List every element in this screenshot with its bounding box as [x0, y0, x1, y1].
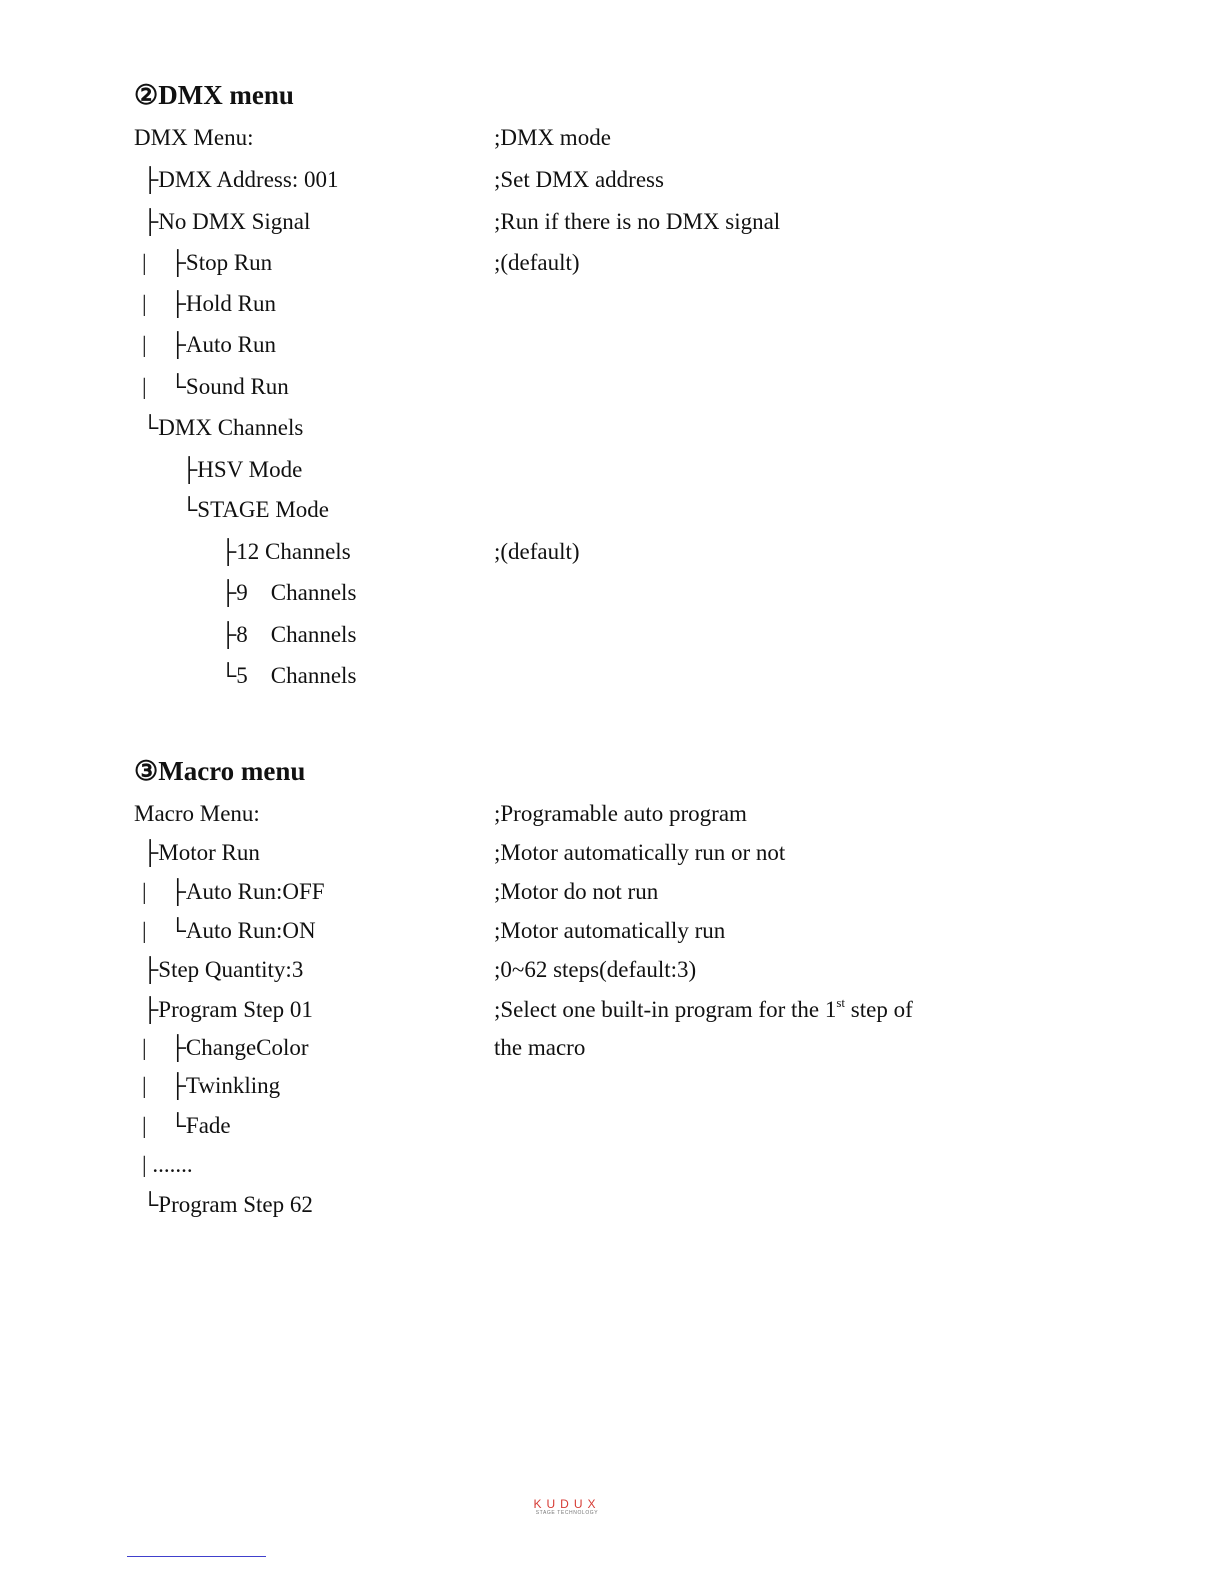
menu-row-label: └STAGE Mode — [181, 497, 329, 522]
menu-row-note — [494, 997, 913, 1023]
menu-row-label: ├Motor Run — [142, 840, 260, 865]
menu-row-label: | ├Auto Run:OFF — [142, 879, 325, 904]
dmx-menu-heading: ②DMX menu — [134, 80, 294, 110]
menu-row-note: the macro — [494, 1035, 586, 1060]
logo-tagline: STAGE TECHNOLOGY — [535, 1510, 599, 1516]
menu-row-label: | ├Hold Run — [142, 291, 276, 316]
menu-row-label: | └Sound Run — [142, 374, 289, 399]
menu-row-label: | ├Twinkling — [142, 1073, 281, 1098]
note-text: ;Select one built-in program for the 1 — [494, 997, 837, 1022]
menu-row-label: └5 Channels — [220, 663, 357, 688]
menu-row-label: ├12 Channels — [220, 539, 351, 564]
menu-row-note: ;Programable auto program — [494, 801, 747, 826]
menu-row-note: ;Set DMX address — [494, 167, 664, 192]
menu-row-label: └Program Step 62 — [142, 1192, 313, 1217]
menu-row-label: ├8 Channels — [220, 622, 357, 647]
menu-row-label: | ....... — [142, 1152, 193, 1177]
menu-row-note: ;(default) — [494, 539, 580, 564]
menu-row-note: ;Motor automatically run — [494, 918, 726, 943]
menu-row-note: ;Motor do not run — [494, 879, 659, 904]
menu-row-label: ├HSV Mode — [181, 457, 303, 482]
menu-row-label: | ├ChangeColor — [142, 1035, 309, 1060]
menu-row-note: ;0~62 steps(default:3) — [494, 957, 697, 982]
macro-menu-heading: ③Macro menu — [134, 756, 306, 786]
menu-row-label: DMX Menu: — [134, 125, 254, 150]
menu-row-note: ;(default) — [494, 250, 580, 275]
menu-row-note: ;Motor automatically run or not — [494, 840, 786, 865]
logo-wordmark: KUDUX — [533, 1497, 601, 1511]
footnote-divider — [127, 1556, 266, 1557]
menu-row-label: Macro Menu: — [134, 801, 260, 826]
menu-row-label: ├Program Step 01 — [142, 997, 313, 1022]
menu-row-label: └DMX Channels — [142, 415, 304, 440]
menu-row-note: ;DMX mode — [494, 125, 611, 150]
menu-row-label: | ├Auto Run — [142, 332, 276, 357]
kudux-logo — [518, 1498, 616, 1516]
menu-row-label: | └Auto Run:ON — [142, 918, 316, 943]
menu-row-label: | ├Stop Run — [142, 250, 273, 275]
menu-row-label: | └Fade — [142, 1113, 231, 1138]
note-text: step of — [845, 997, 913, 1022]
menu-row-label: ├9 Channels — [220, 580, 357, 605]
menu-row-label: ├Step Quantity:3 — [142, 957, 304, 982]
menu-row-label: ├DMX Address: 001 — [142, 167, 339, 192]
menu-row-note: ;Run if there is no DMX signal — [494, 209, 781, 234]
menu-row-label: ├No DMX Signal — [142, 209, 311, 234]
ordinal-suffix: st — [836, 995, 846, 1010]
